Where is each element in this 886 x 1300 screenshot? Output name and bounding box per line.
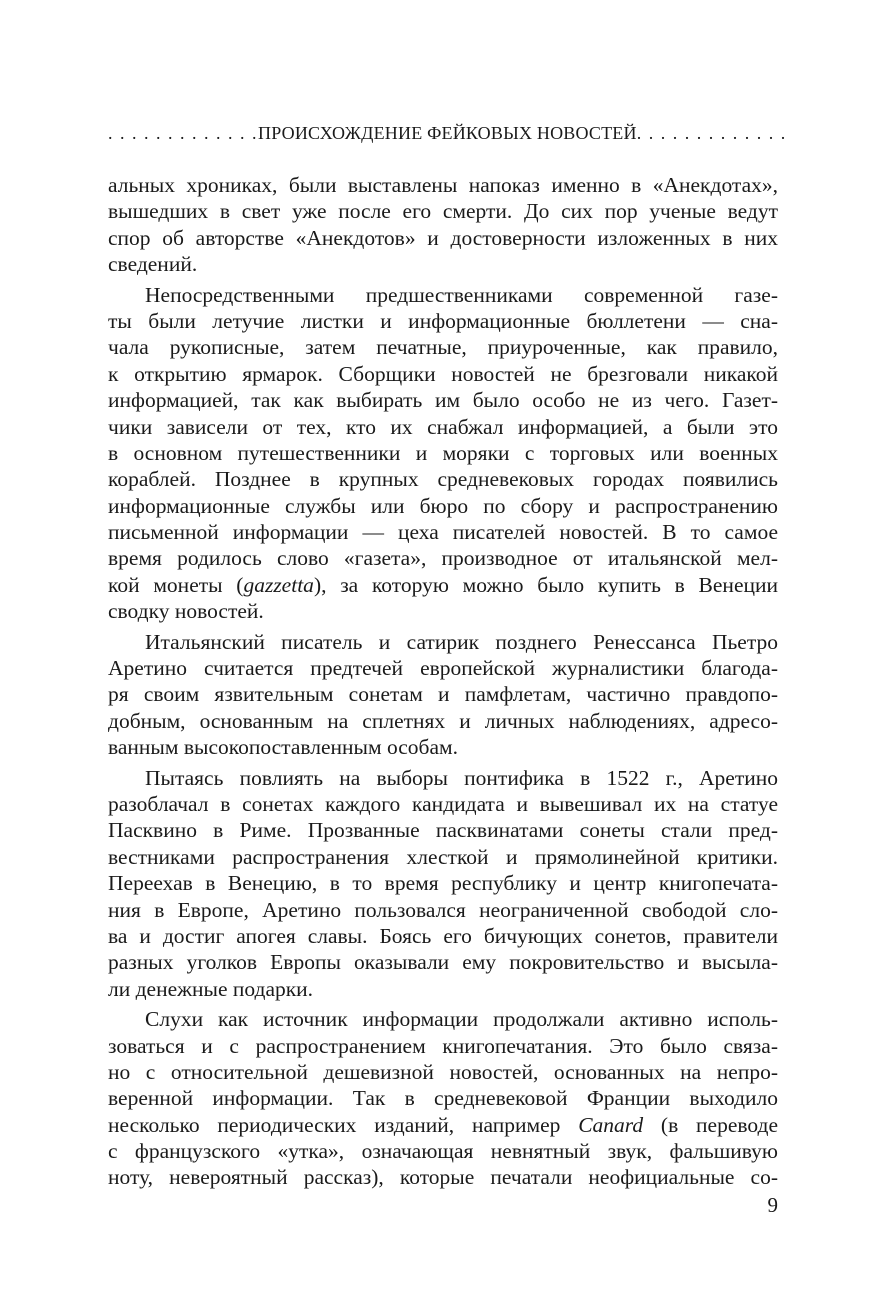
text-line: Аретино считается предтечей европейской журналистики благода- [108, 656, 778, 681]
text-line: Пытаясь повлиять на выборы понтифика в 1522 г., Аретино [145, 765, 778, 790]
text-line: несколько периодических изданий, например Canard (в переводе [108, 1112, 778, 1137]
text-line: в основном путешественники и моряки с торговых или военных [108, 440, 778, 465]
text-line: информацией, так как выбирать им было особо не из чего. Газет- [108, 388, 778, 413]
running-head-title: ПРОИСХОЖДЕНИЕ ФЕЙКОВЫХ НОВОСТЕЙ [258, 123, 637, 143]
text-line: время родилось слово «газета», производное от итальянской мел- [108, 546, 778, 571]
text-line: Пасквино в Риме. Прозванные пасквинатами сонеты стали пред- [108, 818, 778, 843]
text-line: разных уголков Европы оказывали ему покровительство и высыла- [108, 950, 778, 975]
text-line: чики зависели от тех, кто их снабжал информацией, а были это [108, 414, 778, 439]
text-line: кой монеты (gazzetta), за которую можно было купить в Венеции [108, 572, 778, 597]
text-line: разоблачал в сонетах каждого кандидата и вывешивал их на статуе [108, 791, 778, 816]
text-line: вестниками распространения хлесткой и прямолинейной критики. [108, 844, 778, 869]
text-line: спор об авторстве «Анекдотов» и достоверности изложенных в них [108, 225, 778, 250]
text-line: ты были летучие листки и информационные бюллетени — сна- [108, 308, 778, 333]
header-left-dots: . . . . . . . . . . . . . [108, 123, 258, 143]
text-line: альных хрониках, были выставлены напоказ именно в «Анекдотах», [108, 173, 778, 197]
text-line: вышедших в свет уже после его смерти. До сих пор ученые ведут [108, 199, 778, 224]
text-line: ния в Европе, Аретино пользовался неограниченной свободой сло- [108, 897, 778, 922]
text-line: веренной информации. Так в средневековой Франции выходило [108, 1086, 778, 1111]
text-line: зоваться и с распространением книгопечатания. Это было связа- [108, 1033, 778, 1058]
text-line: сводку новостей. [108, 599, 264, 624]
text-line: ва и достиг апогея славы. Боясь его бичующих сонетов, правители [108, 923, 778, 948]
text-line: Непосредственными предшественниками современной газе- [145, 282, 778, 307]
italic-term: Canard [578, 1112, 644, 1137]
text-line: чала рукописные, затем печатные, приуроченные, как правило, [108, 335, 778, 360]
text-line: письменной информации — цеха писателей новостей. В то самое [108, 520, 778, 545]
text-line: ноту, невероятный рассказ), которые печатали неофициальные со- [108, 1165, 778, 1190]
paragraph [108, 282, 778, 625]
paragraph [108, 765, 778, 1003]
text-line: но с относительной дешевизной новостей, основанных на непро- [108, 1059, 778, 1084]
paragraph [108, 172, 778, 278]
paragraph [108, 629, 778, 761]
text-line: сведений. [108, 252, 198, 277]
text-line: Переехав в Венецию, в то время республику и центр книгопечата- [108, 871, 778, 896]
text-line: ванным высокопоставленным особам. [108, 735, 458, 760]
text-line: Слухи как источник информации продолжали активно исполь- [145, 1007, 778, 1032]
text-line: к открытию ярмарок. Сборщики новостей не брезговали никакой [108, 361, 778, 386]
body-text [108, 172, 778, 1191]
paragraph [108, 1006, 778, 1191]
text-line: кораблей. Позднее в крупных средневековых городах появились [108, 467, 778, 492]
running-head [108, 123, 787, 144]
text-line: с французского «утка», означающая невнятный звук, фальшивую [108, 1139, 778, 1164]
text-line: ря своим язвительным сонетам и памфлетам, частично правдопо- [108, 682, 778, 707]
header-right-dots: . . . . . . . . . . . . . [636, 123, 787, 143]
text-line: информационные службы или бюро по сбору и распространению [108, 493, 778, 518]
text-line: Итальянский писатель и сатирик позднего Ренессанса Пьетро [145, 629, 778, 654]
text-line: добным, основанным на сплетнях и личных наблюдениях, адресо- [108, 708, 778, 733]
text-line: ли денежные подарки. [108, 976, 314, 1001]
italic-term: gazzetta [243, 572, 314, 597]
page-number: 9 [767, 1193, 778, 1217]
